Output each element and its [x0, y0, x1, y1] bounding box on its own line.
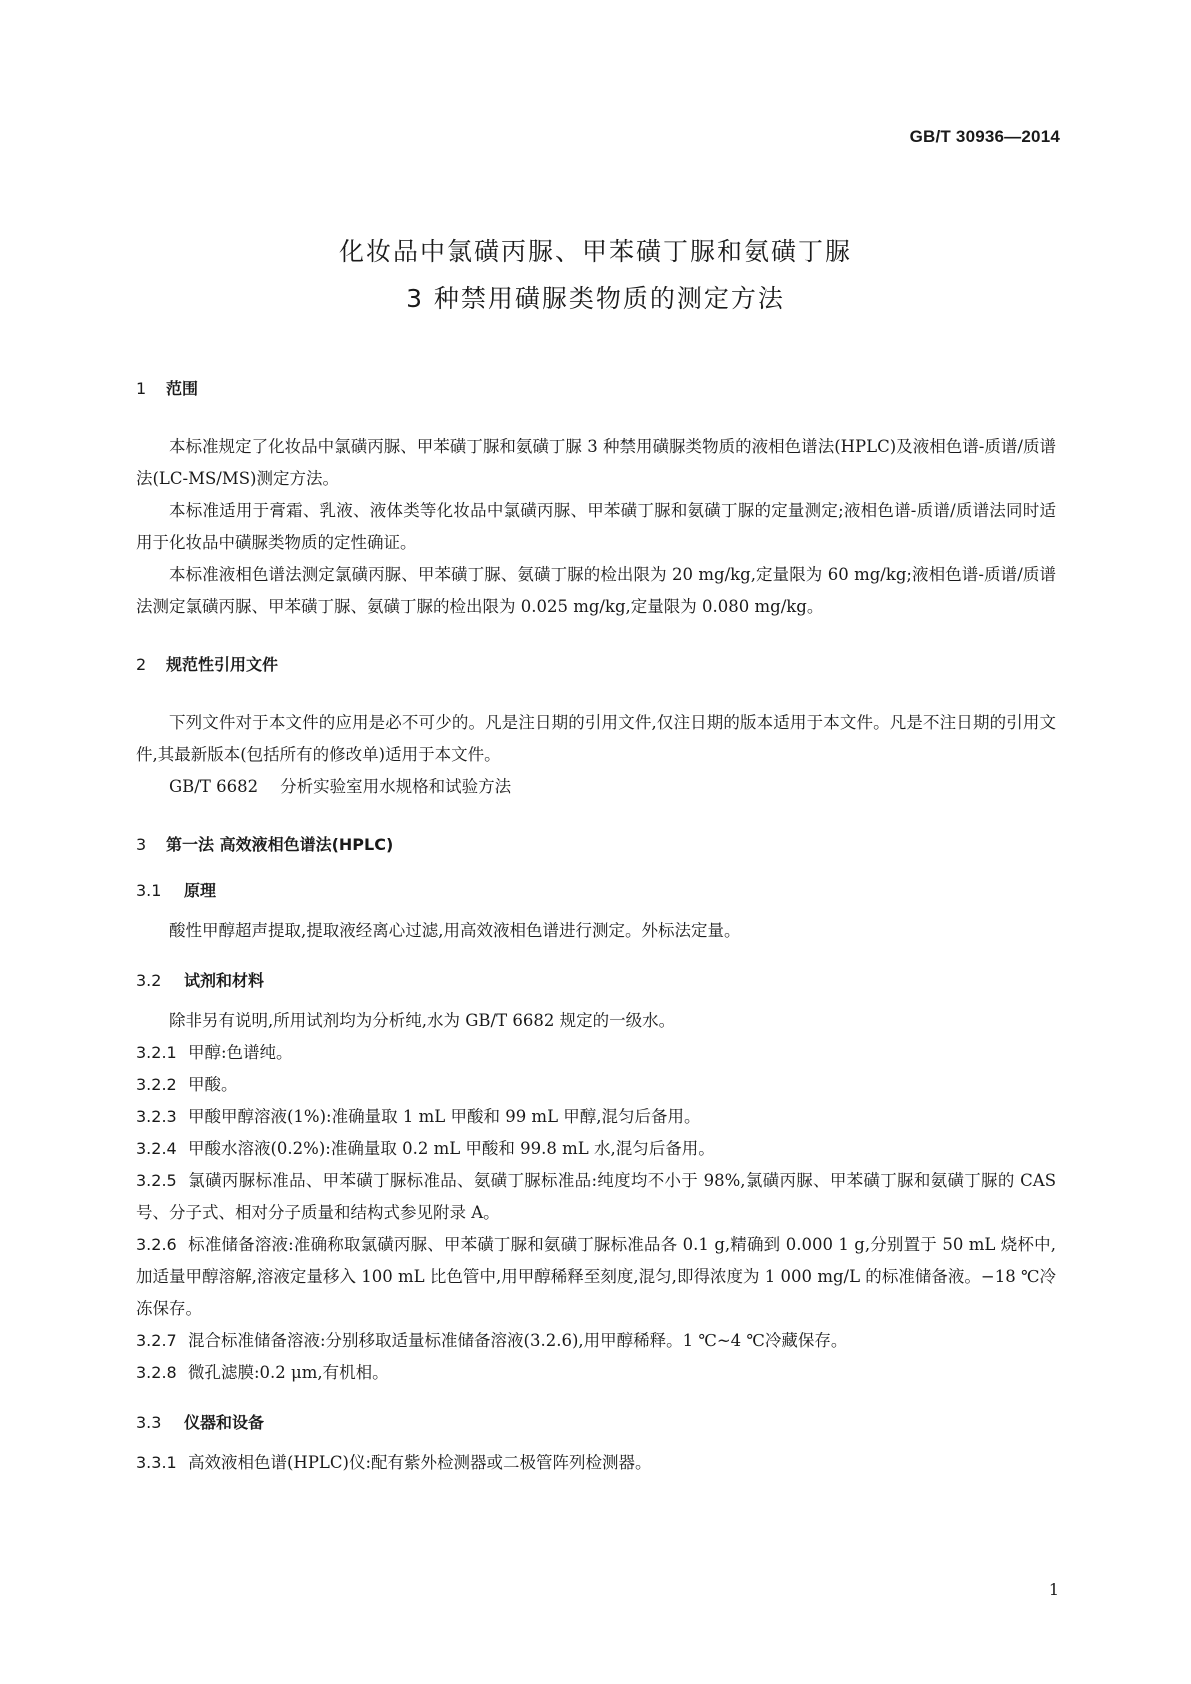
item-number: 3.2.3	[136, 1107, 177, 1126]
item-number: 3.3.1	[136, 1453, 177, 1472]
document-title	[0, 228, 1191, 322]
subsection-heading-apparatus	[136, 1411, 1056, 1435]
list-item	[136, 1101, 1056, 1133]
standard-code: GB/T 30936—2014	[909, 127, 1060, 146]
title-line-2: 3 种禁用磺脲类物质的测定方法	[406, 284, 785, 313]
title-line-1: 化妆品中氯磺丙脲、甲苯磺丁脲和氨磺丁脲	[338, 237, 852, 266]
item-number: 3.2.1	[136, 1043, 177, 1062]
subsection-heading-principle	[136, 879, 1056, 903]
item-text: 甲酸水溶液(0.2%):准确量取 0.2 mL 甲酸和 99.8 mL 水,混匀后备用。	[188, 1139, 715, 1158]
item-number: 3.2.7	[136, 1331, 177, 1350]
section-number: 1	[136, 379, 147, 398]
item-text: 甲酸。	[188, 1075, 238, 1094]
item-number: 3.2.5	[136, 1171, 177, 1190]
scope-paragraph-2: 本标准适用于膏霜、乳液、液体类等化妆品中氯磺丙脲、甲苯磺丁脲和氨磺丁脲的定量测定;液相色谱-质谱/质谱法同时适用于化妆品中磺脲类物质的定性确证。	[136, 501, 1056, 552]
subsection-title: 试剂和材料	[184, 971, 265, 990]
section-heading-scope	[136, 377, 1056, 401]
reference-code: GB/T 6682	[169, 777, 259, 796]
list-item	[136, 1165, 1056, 1229]
page-number: 1	[1048, 1580, 1059, 1599]
reference-entry	[136, 771, 1056, 803]
list-item	[136, 1037, 1056, 1069]
section-title: 范围	[166, 379, 199, 398]
item-text: 混合标准储备溶液:分别移取适量标准储备溶液(3.2.6),用甲醇稀释。1 ℃~4 ℃冷藏保存。	[188, 1331, 848, 1350]
references-paragraph: 下列文件对于本文件的应用是必不可少的。凡是注日期的引用文件,仅注日期的版本适用于本文件。凡是不注日期的引用文件,其最新版本(包括所有的修改单)适用于本文件。	[136, 713, 1056, 764]
list-item	[136, 1325, 1056, 1357]
document-body	[136, 377, 1056, 1479]
reagents-intro: 除非另有说明,所用试剂均为分析纯,水为 GB/T 6682 规定的一级水。	[169, 1011, 676, 1030]
item-text: 高效液相色谱(HPLC)仪:配有紫外检测器或二极管阵列检测器。	[188, 1453, 652, 1472]
subsection-heading-reagents	[136, 969, 1056, 993]
item-text: 标准储备溶液:准确称取氯磺丙脲、甲苯磺丁脲和氨磺丁脲标准品各 0.1 g,精确到 0.000 1 g,分别置于 50 mL 烧杯中,加适量甲醇溶解,溶液定量移入 100 mL 比色管中,用甲醇稀释至刻度,混匀,即得浓度为 1 000 mg/L 的标准储备液。−18 ℃冷冻保存。	[136, 1235, 1056, 1318]
item-number: 3.2.4	[136, 1139, 177, 1158]
section-number: 3	[136, 835, 147, 854]
subsection-number: 3.2	[136, 971, 162, 990]
item-text: 甲酸甲醇溶液(1%):准确量取 1 mL 甲酸和 99 mL 甲醇,混匀后备用。	[188, 1107, 701, 1126]
subsection-number: 3.3	[136, 1413, 162, 1432]
item-text: 甲醇:色谱纯。	[188, 1043, 293, 1062]
list-item	[136, 1069, 1056, 1101]
item-number: 3.2.6	[136, 1235, 177, 1254]
section-title: 规范性引用文件	[166, 655, 279, 674]
subsection-number: 3.1	[136, 881, 162, 900]
list-item	[136, 1357, 1056, 1389]
scope-paragraph-1: 本标准规定了化妆品中氯磺丙脲、甲苯磺丁脲和氨磺丁脲 3 种禁用磺脲类物质的液相色谱法(HPLC)及液相色谱-质谱/质谱法(LC-MS/MS)测定方法。	[136, 437, 1056, 488]
section-heading-references	[136, 653, 1056, 677]
reference-title: 分析实验室用水规格和试验方法	[280, 777, 512, 796]
subsection-title: 原理	[184, 881, 217, 900]
subsection-title: 仪器和设备	[184, 1413, 265, 1432]
list-item	[136, 1133, 1056, 1165]
item-number: 3.2.8	[136, 1363, 177, 1382]
item-text: 微孔滤膜:0.2 μm,有机相。	[188, 1363, 389, 1382]
list-item	[136, 1229, 1056, 1325]
scope-paragraph-3: 本标准液相色谱法测定氯磺丙脲、甲苯磺丁脲、氨磺丁脲的检出限为 20 mg/kg,定量限为 60 mg/kg;液相色谱-质谱/质谱法测定氯磺丙脲、甲苯磺丁脲、氨磺丁脲的检出限为 0.025 mg/kg,定量限为 0.080 mg/kg。	[136, 565, 1056, 616]
principle-paragraph: 酸性甲醇超声提取,提取液经离心过滤,用高效液相色谱进行测定。外标法定量。	[169, 921, 741, 940]
section-heading-method-one	[136, 833, 1056, 857]
section-number: 2	[136, 655, 147, 674]
section-title: 第一法 高效液相色谱法(HPLC)	[166, 835, 394, 854]
item-text: 氯磺丙脲标准品、甲苯磺丁脲标准品、氨磺丁脲标准品:纯度均不小于 98%,氯磺丙脲、甲苯磺丁脲和氨磺丁脲的 CAS 号、分子式、相对分子质量和结构式参见附录 A。	[136, 1171, 1056, 1222]
item-number: 3.2.2	[136, 1075, 177, 1094]
list-item	[136, 1447, 1056, 1479]
